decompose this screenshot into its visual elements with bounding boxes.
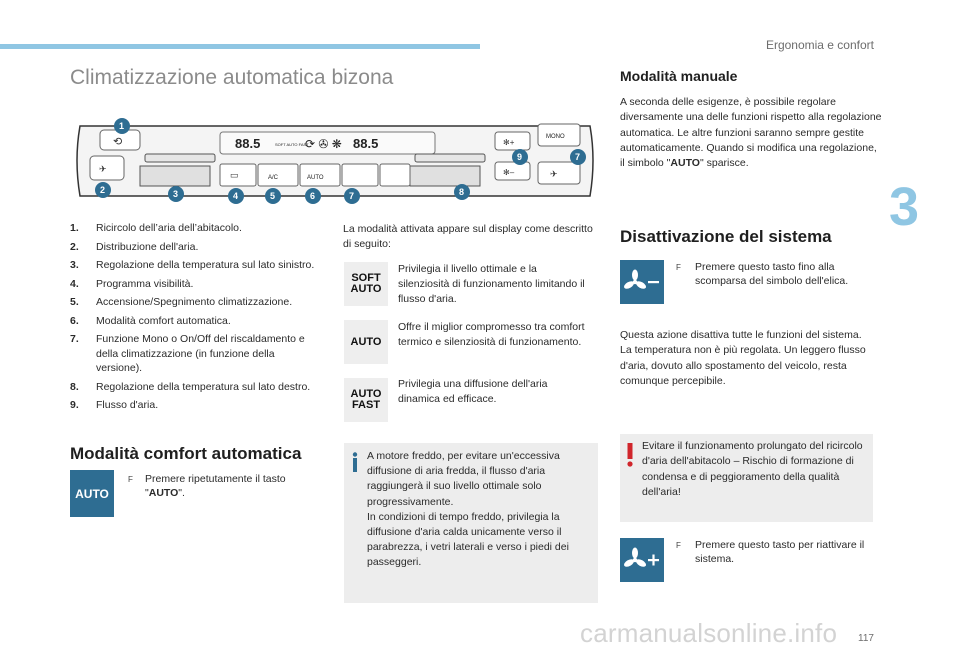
svg-text:6: 6 bbox=[310, 191, 316, 201]
btn-mono-label: MONO bbox=[546, 134, 565, 140]
warning-icon bbox=[626, 443, 634, 467]
bullet-icon: F bbox=[128, 475, 133, 484]
list-item: 7. Funzione Mono o On/Off del riscaldamento e della climatizzazione (in funzione della versione). bbox=[70, 333, 305, 374]
svg-text:✈: ✈ bbox=[550, 169, 558, 179]
display-right-temp: 88.5 bbox=[353, 136, 379, 151]
info-note-text: A motore freddo, per evitare un'eccessiva diffusione di aria fredda, il flusso d'aria raggiungerà il suo livello ottimale solo progressivamente. In condizioni di tempo freddo, privilegia la diffusione d'aria calda unicamente verso il parabrezza, i vetri laterali e verso i piedi dei passeggeri. bbox=[367, 450, 569, 569]
svg-text:2: 2 bbox=[100, 185, 106, 195]
modes-intro: La modalità attivata appare sul display come descritto di seguito: bbox=[343, 223, 593, 250]
svg-text:7: 7 bbox=[575, 152, 581, 162]
auto-button-icon: AUTO bbox=[70, 470, 114, 517]
display-fan-icons: ⟳ ✇ ❋ bbox=[305, 137, 342, 151]
bullet-icon: F bbox=[676, 263, 681, 272]
svg-text:5: 5 bbox=[270, 191, 276, 201]
chapter-number: 3 bbox=[889, 177, 920, 237]
list-item: 3. Regolazione della temperatura sul lato sinistro. bbox=[70, 259, 315, 271]
display-mode-text: SOFT AUTO FAST bbox=[275, 142, 309, 147]
mode-auto-fast-text: Privilegia una diffusione dell'aria dinamica ed efficace. bbox=[398, 378, 548, 405]
top-accent-bar bbox=[0, 44, 480, 49]
list-item: 1. Ricircolo dell’aria dell’abitacolo. bbox=[70, 222, 242, 234]
page-title: Climatizzazione automatica bizona bbox=[70, 66, 394, 89]
list-item: 4. Programma visibilità. bbox=[70, 277, 194, 290]
mode-auto-text: Offre il miglior compromesso tra comfort termico e silenziosità di funzionamento. bbox=[398, 321, 585, 348]
display-left-temp: 88.5 bbox=[235, 136, 261, 151]
climate-control-panel-illustration bbox=[70, 112, 600, 212]
manual-text: A seconda delle esigenze, è possibile regolare diversamente una delle funzioni rispetto alla regolazione automatica. Le altre funzioni saranno sempre gestite automaticamente. Quando si modifica una regolazione, il simbolo "AUTO" sparisce. bbox=[620, 96, 882, 170]
comfort-instruction: Premere ripetutamente il tasto "AUTO". bbox=[145, 473, 286, 499]
list-item: 9. Flusso d'aria. bbox=[70, 399, 159, 411]
warning-box bbox=[620, 434, 873, 522]
watermark: carmanualsonline.info bbox=[580, 618, 838, 648]
manual-heading: Modalità manuale bbox=[620, 68, 738, 84]
svg-text:1: 1 bbox=[119, 121, 125, 131]
list-item: 8. Regolazione della temperatura sul lato destro. bbox=[70, 380, 311, 393]
bullet-icon: F bbox=[676, 541, 681, 550]
svg-text:✈: ✈ bbox=[99, 164, 107, 174]
svg-text:⟲: ⟲ bbox=[113, 136, 123, 148]
control-legend-list bbox=[70, 221, 315, 417]
svg-text:8: 8 bbox=[459, 187, 465, 197]
section-title: Ergonomia e confort bbox=[765, 38, 874, 52]
svg-text:▭: ▭ bbox=[230, 170, 239, 180]
info-note-box bbox=[344, 443, 598, 603]
fan-minus-button-icon bbox=[620, 260, 664, 304]
soft-auto-icon: SOFT AUTO bbox=[344, 262, 388, 306]
info-icon bbox=[352, 452, 358, 472]
on-step-text: Premere questo tasto per riattivare il sistema. bbox=[695, 539, 865, 565]
off-step-text: Premere questo tasto fino alla scomparsa del simbolo dell'elica. bbox=[695, 261, 849, 287]
svg-text:4: 4 bbox=[233, 191, 239, 201]
comfort-heading: Modalità comfort automatica bbox=[70, 444, 302, 463]
svg-text:✻+: ✻+ bbox=[503, 138, 515, 147]
auto-fast-icon: AUTO FAST bbox=[344, 378, 388, 422]
svg-text:✻–: ✻– bbox=[503, 168, 515, 177]
list-item: 2. Distribuzione dell'aria. bbox=[70, 240, 199, 253]
warning-text: Evitare il funzionamento prolungato del ricircolo d'aria dell'abitacolo – Rischio di formazione di condensa e di peggioramento della qualità dell'aria! bbox=[642, 440, 863, 498]
mode-soft-auto-text: Privilegia il livello ottimale e la silenziosità di funzionamento limitando il flusso d'aria. bbox=[398, 263, 585, 305]
page-number: 117 bbox=[858, 633, 874, 644]
svg-text:3: 3 bbox=[173, 189, 179, 199]
list-item: 5. Accensione/Spegnimento climatizzazione. bbox=[70, 296, 293, 308]
svg-text:9: 9 bbox=[517, 152, 523, 162]
btn-ac-label: A/C bbox=[268, 175, 279, 181]
auto-icon: AUTO bbox=[344, 320, 388, 364]
list-item: 6. Modalità comfort automatica. bbox=[70, 314, 231, 327]
off-body-text: Questa azione disattiva tutte le funzioni del sistema. La temperatura non è più regolata. Un leggero flusso d'aria, dovuto allo spostamento del veicolo, resta comunque percepibile. bbox=[620, 329, 866, 387]
off-heading: Disattivazione del sistema bbox=[620, 227, 832, 246]
svg-text:7: 7 bbox=[349, 191, 355, 201]
fan-plus-button-icon bbox=[620, 538, 664, 582]
btn-auto-label: AUTO bbox=[307, 175, 324, 181]
